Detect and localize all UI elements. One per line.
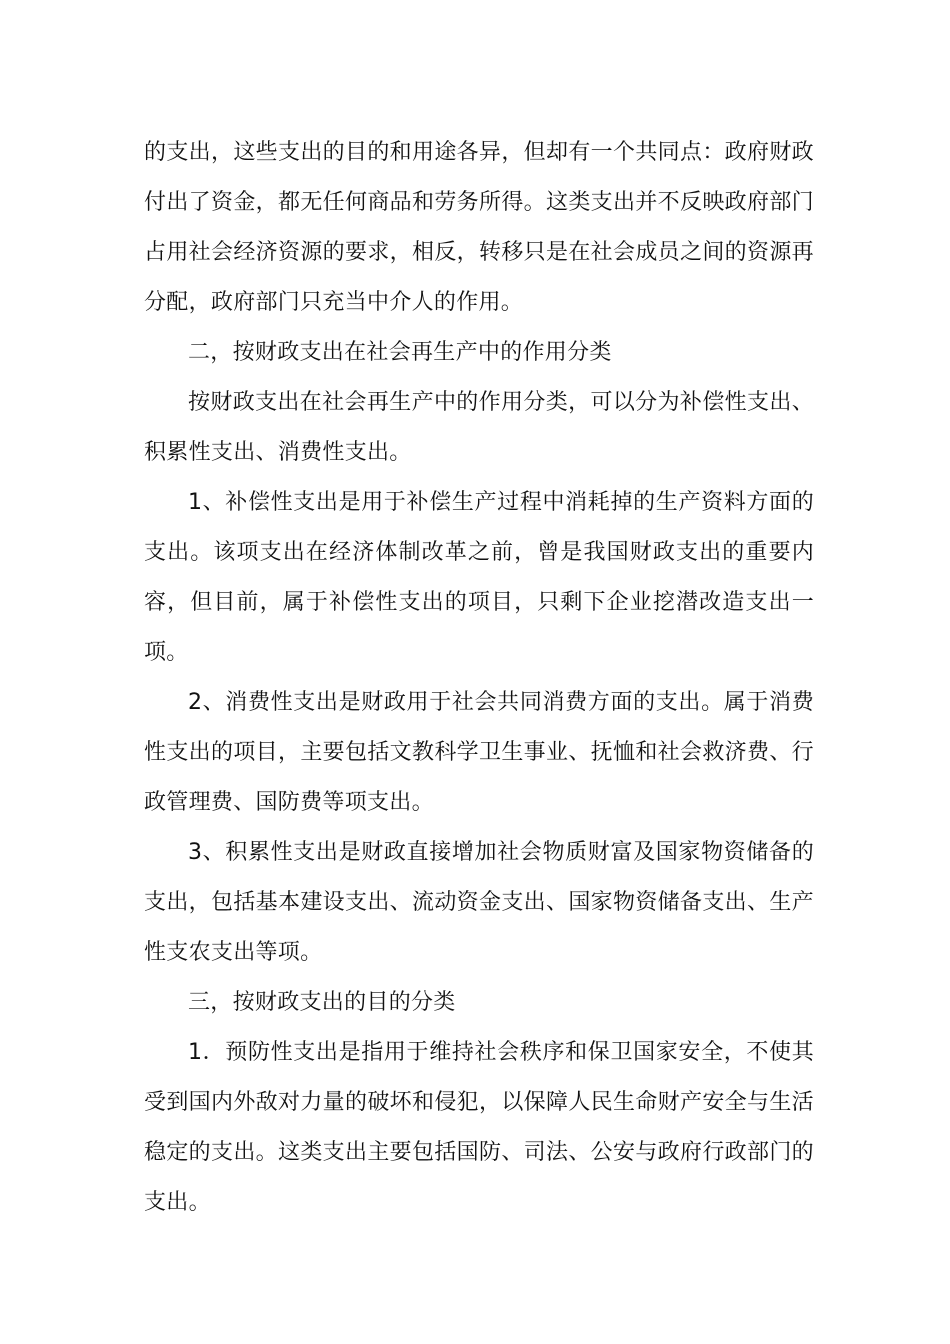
paragraph-item-2-1: 1、补偿性支出是用于补偿生产过程中消耗掉的生产资料方面的支出。该项支出在经济体制改革之前，曾是我国财政支出的重要内容，但目前，属于补偿性支出的项目，只剩下企业挖潜改造支出一项。	[144, 490, 814, 665]
section-heading-2: 二，按财政支出在社会再生产中的作用分类	[188, 340, 612, 365]
paragraph-item-3-1: 1．预防性支出是指用于维持社会秩序和保卫国家安全，不使其受到国内外敌对力量的破坏和侵犯，以保障人民生命财产安全与生活稳定的支出。这类支出主要包括国防、司法、公安与政府行政部门的支出。	[144, 1040, 814, 1215]
document-page	[144, 128, 814, 1228]
paragraph-item-2-3: 3、积累性支出是财政直接增加社会物质财富及国家物资储备的支出，包括基本建设支出、流动资金支出、国家物资储备支出、生产性支农支出等项。	[144, 840, 814, 965]
section-heading-3: 三，按财政支出的目的分类	[188, 990, 456, 1015]
paragraph-continuation: 的支出，这些支出的目的和用途各异，但却有一个共同点：政府财政付出了资金，都无任何商品和劳务所得。这类支出并不反映政府部门占用社会经济资源的要求，相反，转移只是在社会成员之间的资源再分配，政府部门只充当中介人的作用。	[144, 140, 814, 315]
paragraph-item-2-2: 2、消费性支出是财政用于社会共同消费方面的支出。属于消费性支出的项目，主要包括文教科学卫生事业、抚恤和社会救济费、行政管理费、国防费等项支出。	[144, 690, 814, 815]
paragraph-intro-2: 按财政支出在社会再生产中的作用分类，可以分为补偿性支出、积累性支出、消费性支出。	[144, 390, 814, 465]
